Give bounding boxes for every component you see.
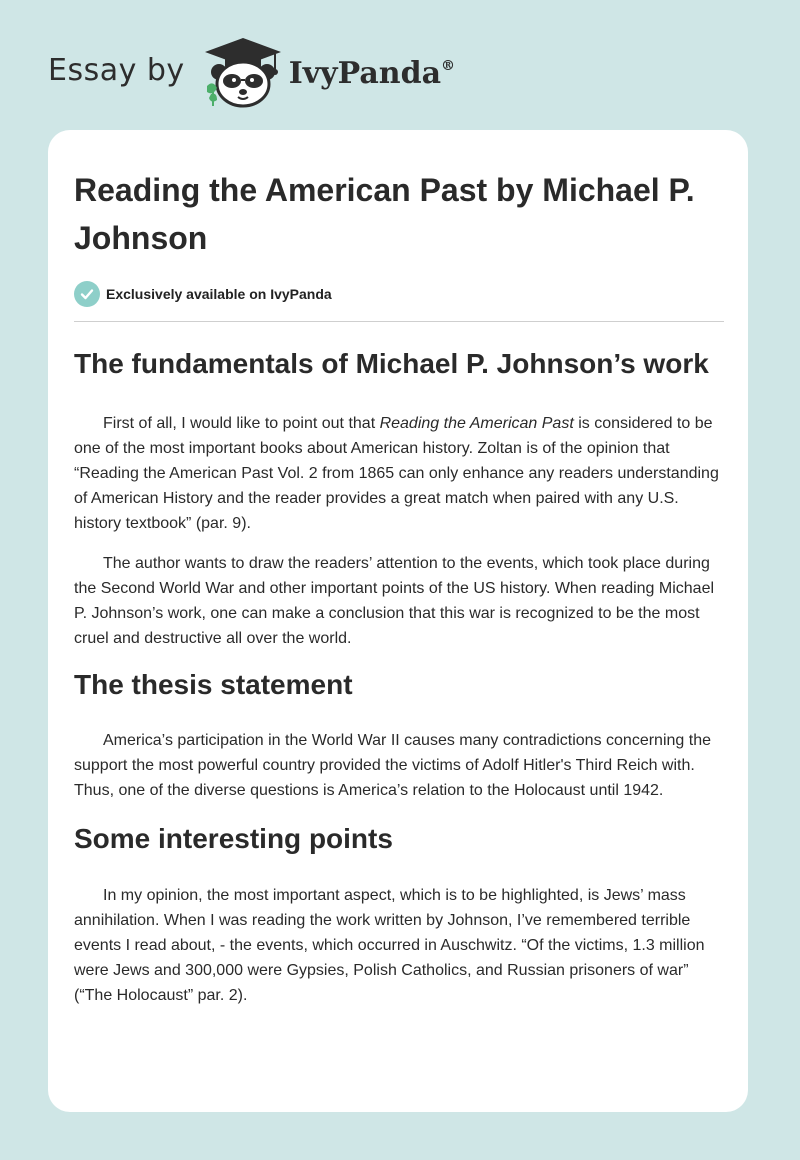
paragraph: The author wants to draw the readers’ attention to the events, which took place during the Second World War and other important points of the US history. When reading Michael P. Johnson’s work, one can make a conclusion that this war is recognized to be the most cruel and destructive all over the world.	[74, 555, 715, 647]
section-heading: Some interesting points	[74, 823, 393, 854]
exclusive-badge	[74, 280, 724, 308]
essay-card	[48, 130, 748, 1112]
section-heading: The fundamentals of Michael P. Johnson’s work	[74, 348, 709, 379]
paragraph: In my opinion, the most important aspect, which is to be highlighted, is Jews’ mass annihilation. When I was reading the work written by Johnson, I’ve remembered terrible events I read about, - the events, which occurred in Auschwitz. “Of the victims, 1.3 million were Jews and 300,000 were Gypsies, Polish Catholics, and Russian prisoners of war” (“The Holocaust” par. 2).	[74, 887, 705, 1004]
panda-graduate-icon[interactable]	[201, 34, 285, 110]
essay-by-label: Essay by	[48, 52, 185, 88]
site-header	[48, 34, 548, 110]
exclusive-label: Exclusively available on IvyPanda	[106, 286, 332, 302]
paragraph: America’s participation in the World War II causes many contradictions concerning the support the most powerful country provided the victims of Adolf Hitler's Third Reich with. Thus, one of the diverse questions is America’s relation to the Holocaust until 1942.	[74, 732, 711, 799]
book-title: Reading the American Past	[379, 415, 574, 432]
paragraph: First of all, I would like to point out that Reading the American Past is considered to be one of the most important books about American history. Zoltan is of the opinion that “Reading the American Past Vol. 2 from 1865 can only enhance any readers understanding of American History and the reader provides a great match when paired with any U.S. history textbook” (par. 9).	[74, 415, 719, 532]
check-icon	[74, 281, 100, 307]
section-heading: The thesis statement	[74, 669, 353, 700]
brand-name[interactable]: IvyPanda®	[288, 55, 456, 91]
divider	[74, 321, 724, 322]
page-title: Reading the American Past by Michael P. Johnson	[74, 172, 695, 256]
